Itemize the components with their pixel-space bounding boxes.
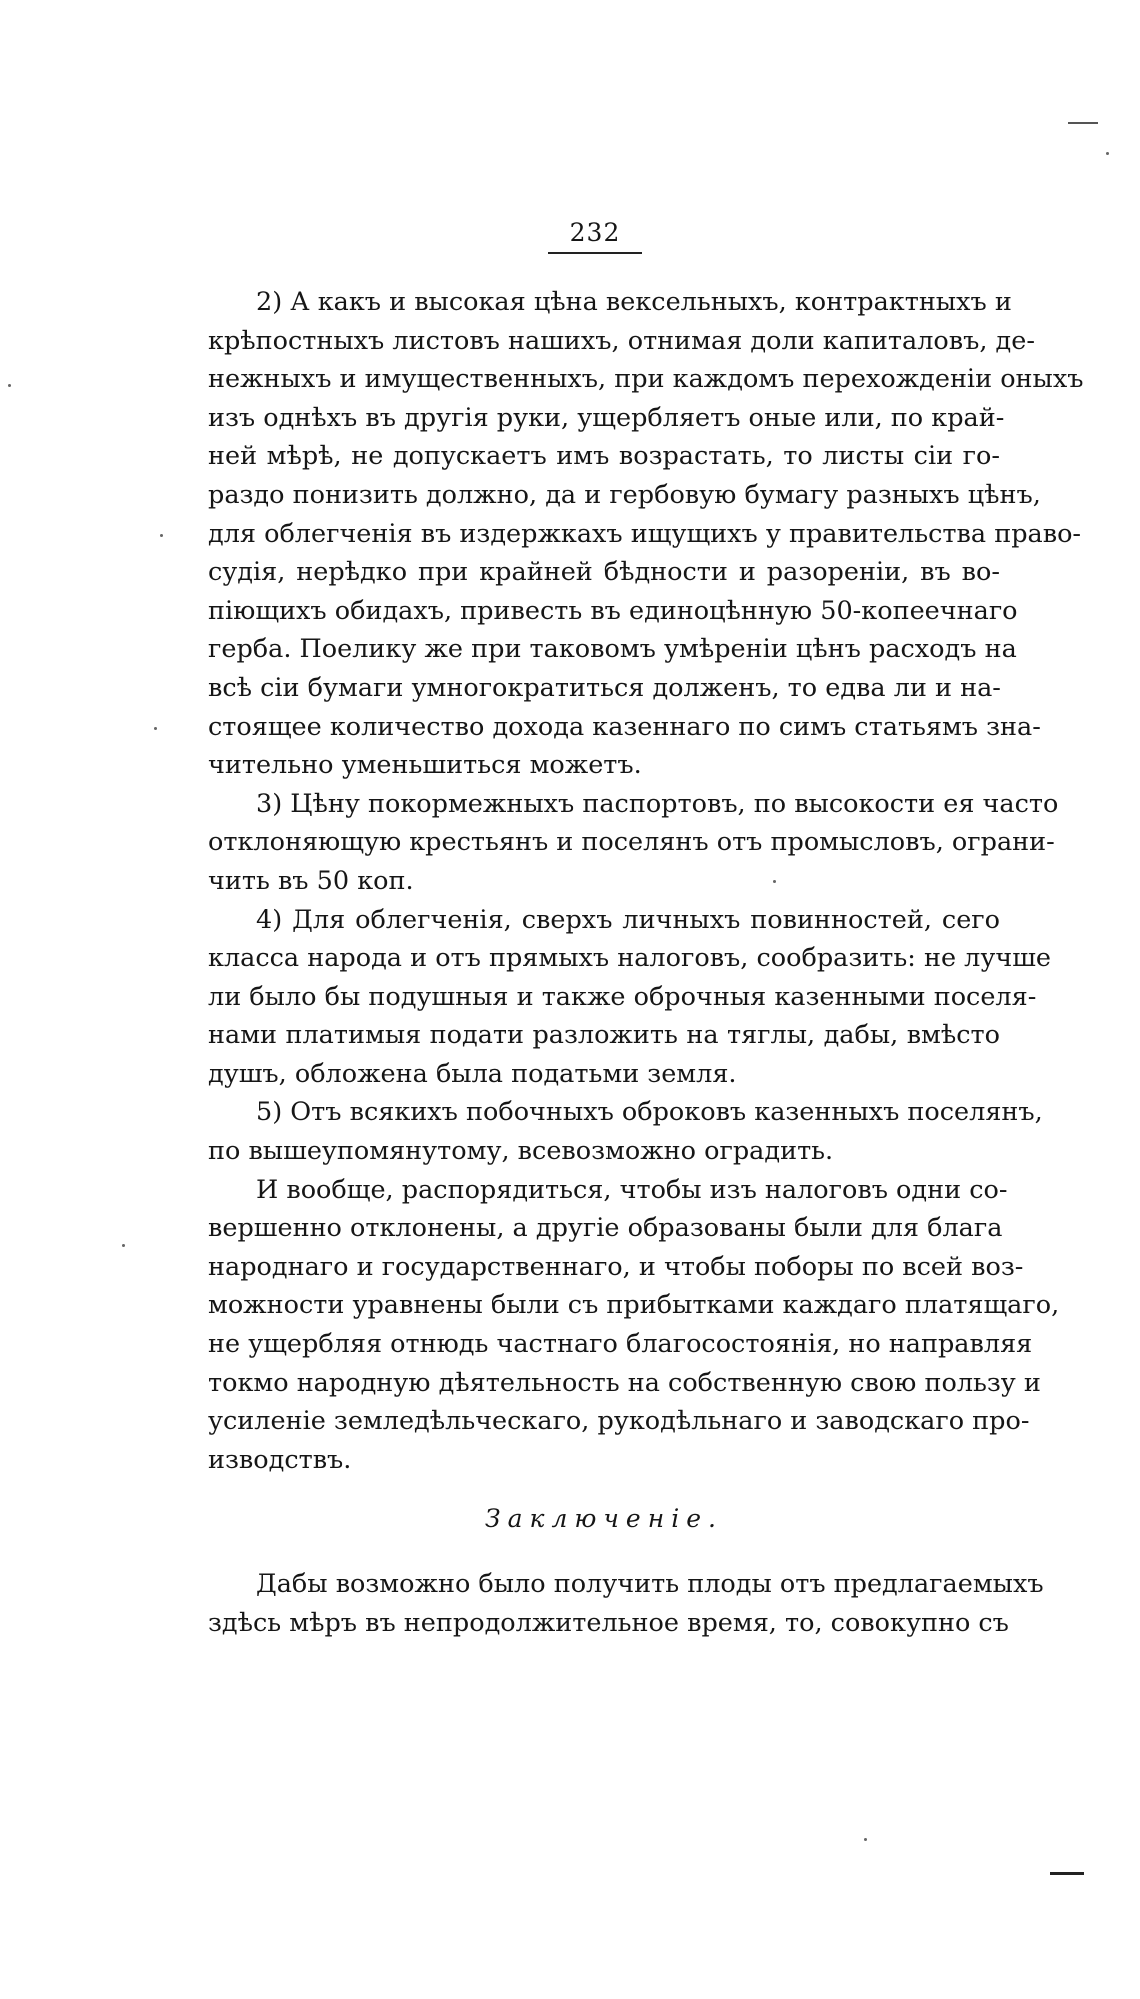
scan-speck	[1106, 152, 1109, 155]
text-line: здѣсь мѣръ въ непродолжительное время, то, совокупно съ	[208, 1607, 1009, 1638]
text-line: можности уравнены были съ прибытками каждаго платящаго,	[208, 1290, 1060, 1321]
scan-speck	[864, 1838, 867, 1841]
text-line: душъ, обложена была податьми земля.	[208, 1058, 737, 1089]
scan-speck	[154, 727, 157, 730]
text-line: класса народа и отъ прямыхъ налоговъ, сообразить: не лучше	[208, 943, 1051, 974]
text-line: 5) Отъ всякихъ побочныхъ оброковъ казенныхъ поселянъ,	[256, 1097, 1043, 1128]
text-line: 4) Для облегченія, сверхъ личныхъ повинностей, сего	[256, 904, 1000, 935]
body-text	[208, 283, 1084, 1479]
scan-speck	[160, 534, 163, 537]
margin-rule-top-right	[1068, 122, 1098, 124]
closing-paragraph	[208, 1565, 1044, 1642]
text-line: народнаго и государственнаго, и чтобы поборы по всей воз-	[208, 1251, 1024, 1282]
scan-speck	[8, 384, 11, 387]
text-line: нежныхъ и имущественныхъ, при каждомъ перехожденіи оныхъ	[208, 364, 1084, 395]
text-line: изводствъ.	[208, 1444, 352, 1475]
scan-speck	[122, 1244, 125, 1247]
paragraph-general	[208, 1171, 1060, 1480]
text-line: отклоняющую крестьянъ и поселянъ отъ промысловъ, ограни-	[208, 827, 1055, 858]
text-line: стоящее количество дохода казеннаго по симъ статьямъ зна-	[208, 711, 1041, 742]
margin-rule-bottom-right	[1050, 1872, 1084, 1875]
text-line: ли было бы подушныя и также оброчныя казенными поселя-	[208, 981, 1037, 1012]
page-number: 232	[569, 218, 621, 247]
text-line: не ущербляя отнюдь частнаго благосостоянія, но направляя	[208, 1329, 1033, 1360]
text-line: вершенно отклонены, а другіе образованы были для блага	[208, 1213, 1003, 1244]
text-line: судія, нерѣдко при крайней бѣдности и разореніи, въ во-	[208, 557, 1000, 588]
text-line: чительно уменьшиться можетъ.	[208, 750, 642, 781]
section-heading: Заключеніе.	[485, 1504, 723, 1533]
text-line: 3) Цѣну покормежныхъ паспортовъ, по высокости ея часто	[256, 788, 1059, 819]
page-number-rule	[548, 252, 642, 254]
text-line: И вообще, распорядиться, чтобы изъ налоговъ одни со-	[256, 1174, 1008, 1205]
text-line: крѣпостныхъ листовъ нашихъ, отнимая доли капиталовъ, де-	[208, 325, 1035, 356]
text-line: всѣ сіи бумаги умногократиться долженъ, то едва ли и на-	[208, 672, 1001, 703]
text-line: раздо понизить должно, да и гербовую бумагу разныхъ цѣнъ,	[208, 479, 1041, 510]
paragraph-4	[208, 901, 1051, 1094]
text-line: нами платимыя подати разложить на тяглы, дабы, вмѣсто	[208, 1020, 1000, 1051]
paragraph-5	[208, 1093, 1043, 1170]
text-line: піющихъ обидахъ, привесть въ единоцѣнную 50-копеечнаго	[208, 595, 1018, 626]
paragraph-3	[208, 785, 1059, 901]
text-line: 2) А какъ и высокая цѣна вексельныхъ, контрактныхъ и	[256, 287, 1012, 317]
text-line: усиленіе земледѣльческаго, рукодѣльнаго и заводскаго про-	[208, 1406, 1030, 1437]
text-line: изъ однѣхъ въ другія руки, ущербляетъ оные или, по край-	[208, 402, 1005, 433]
text-line: Дабы возможно было получить плоды отъ предлагаемыхъ	[256, 1569, 1044, 1599]
text-line: герба. Поелику же при таковомъ умѣреніи цѣнъ расходъ на	[208, 634, 1017, 665]
text-line: чить въ 50 коп.	[208, 865, 414, 896]
text-line: для облегченія въ издержкахъ ищущихъ у правительства право-	[208, 518, 1082, 549]
text-line: токмо народную дѣятельность на собственную свою пользу и	[208, 1367, 1041, 1398]
text-line: ней мѣрѣ, не допускаетъ имъ возрастать, то листы сіи го-	[208, 441, 1000, 472]
scan-speck	[773, 880, 776, 883]
paragraph-2	[208, 283, 1084, 785]
text-line: по вышеупомянутому, всевозможно оградить.	[208, 1136, 834, 1167]
